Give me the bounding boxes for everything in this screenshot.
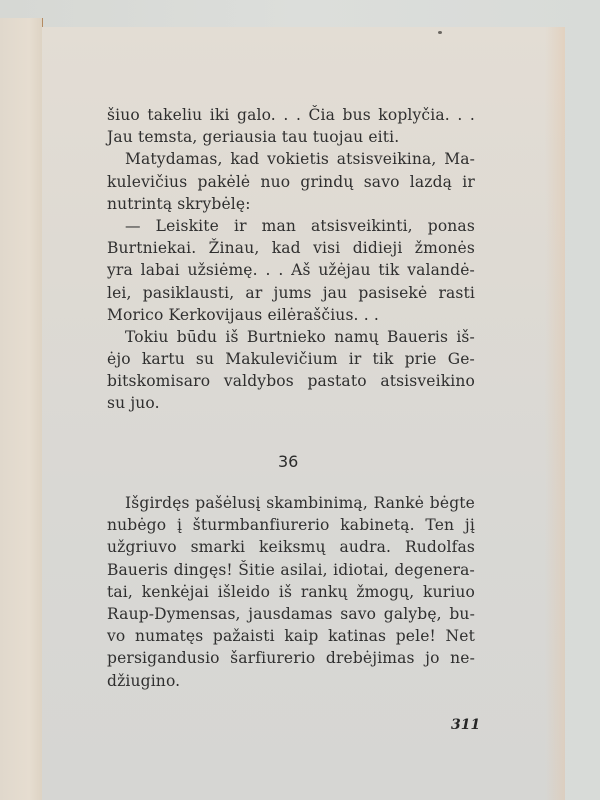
left-page-edge — [0, 18, 43, 800]
text-line: nubėgo į šturmbanfiurerio kabinetą. Ten jį — [107, 516, 475, 535]
text-line: Burtniekai. Žinau, kad visi didieji žmonės — [107, 239, 475, 258]
text-line: užgriuvo smarki keiksmų audra. Rudolfas — [107, 538, 475, 557]
text-line: kulevičius pakėlė nuo grindų savo lazdą ir — [107, 172, 475, 191]
text-line: yra labai užsiėmę. . . Aš užėjau tik valandė- — [107, 261, 475, 280]
text-line: nutrintą skrybėlę: — [107, 194, 251, 213]
text-line: persigandusio šarfiurerio drebėjimas jo ne- — [107, 649, 475, 668]
section-after-chapter — [107, 492, 475, 692]
text-line: tai, kenkėjai išleido iš rankų žmogų, kuriuo — [107, 582, 475, 601]
text-line: vo numatęs pažaisti kaip katinas pele! Net — [107, 627, 475, 646]
text-line: Jau temsta, geriausia tau tuojau eiti. — [107, 128, 400, 147]
page-number: 311 — [451, 717, 481, 733]
text-line: su juo. — [107, 394, 160, 413]
text-line: Raup-Dymensas, jausdamas savo galybę, bu- — [107, 604, 475, 623]
text-line: Išgirdęs pašėlusį skambinimą, Rankė bėgte — [125, 494, 475, 512]
text-line: šiuo takeliu iki galo. . . Čia bus koplyčia. . . — [107, 106, 475, 124]
text-line: džiugino. — [107, 671, 181, 690]
text-line: Tokiu būdu iš Burtnieko namų Baueris iš- — [125, 327, 475, 346]
text-line: bitskomisaro valdybos pastato atsisveikino — [107, 372, 475, 391]
text-line: ėjo kartu su Makulevičium ir tik prie Ge- — [107, 350, 475, 369]
text-line: Baueris dingęs! Šitie asilai, idiotai, degenera- — [107, 560, 475, 579]
text-line: Matydamas, kad vokietis atsisveikina, Ma- — [125, 150, 475, 169]
text-line: — Leiskite ir man atsisveikinti, ponas — [125, 216, 475, 235]
page-edge-shading — [545, 27, 565, 800]
section-before-chapter — [107, 104, 475, 415]
paper-speck — [438, 31, 442, 34]
text-line: Morico Kerkovijaus eilėraščius. . . — [107, 305, 379, 324]
chapter-number: 36 — [278, 452, 299, 471]
text-line: lei, pasiklausti, ar jums jau pasisekė rasti — [107, 283, 475, 302]
